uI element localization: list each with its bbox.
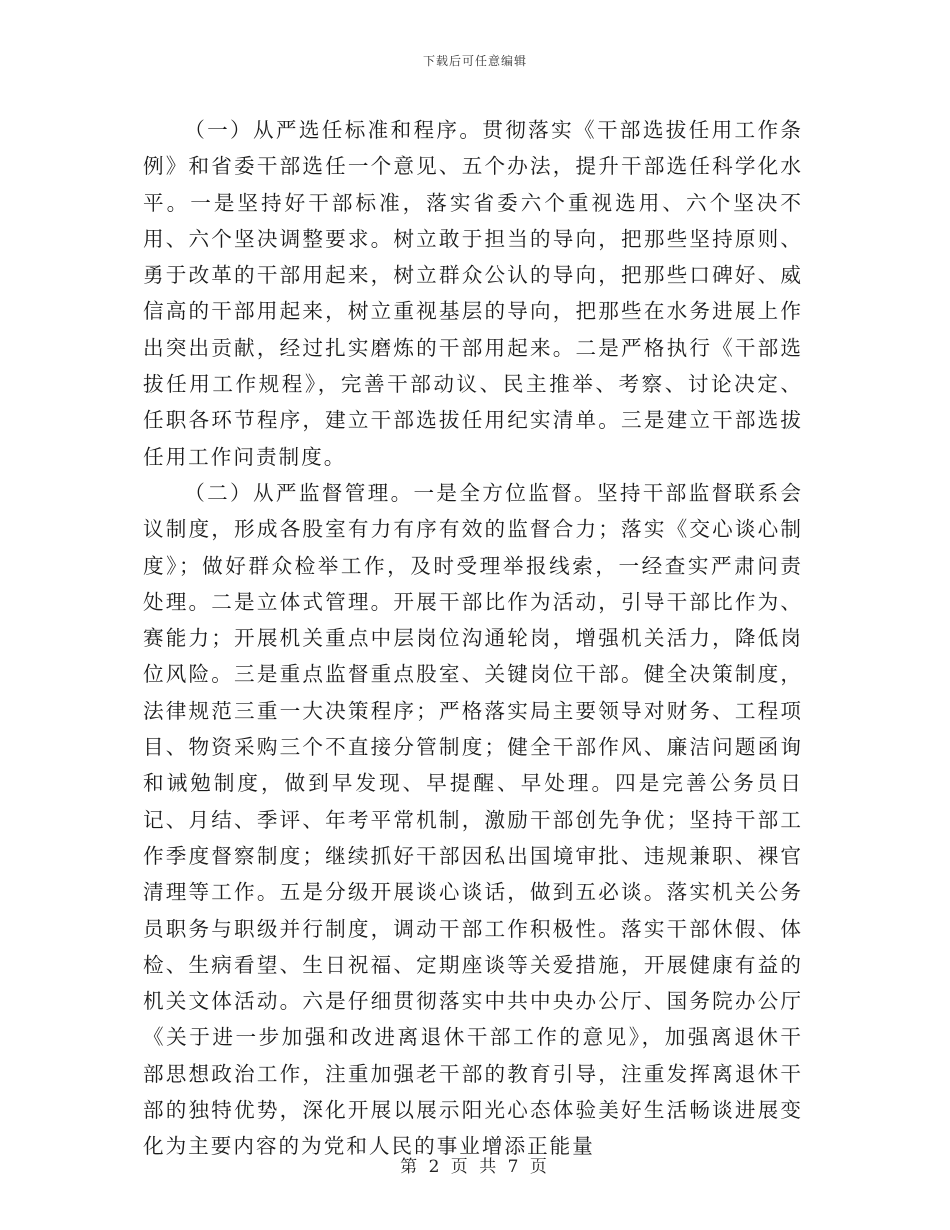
document-body	[143, 112, 803, 1165]
header-note: 下载后可任意编辑	[422, 54, 527, 68]
paragraph-supervision-management: （二）从严监督管理。一是全方位监督。坚持干部监督联系会议制度，形成各股室有力有序有效的监督合力；落实《交心谈心制度》；做好群众检举工作，及时受理举报线索，一经查实严肃问责处理。二是立体式管理。开展干部比作为活动，引导干部比作为、赛能力；开展机关重点中层岗位沟通轮岗，增强机关活力，降低岗位风险。三是重点监督重点股室、关键岗位干部。健全决策制度，法律规范三重一大决策程序；严格落实局主要领导对财务、工程项目、物资采购三个不直接分管制度；健全干部作风、廉洁问题函询和诫勉制度，做到早发现、早提醒、早处理。四是完善公务员日记、月结、季评、年考平常机制，激励干部创先争优；坚持干部工作季度督察制度；继续抓好干部因私出国境审批、违规兼职、裸官清理等工作。五是分级开展谈心谈话，做到五必谈。落实机关公务员职务与职级并行制度，调动干部工作积极性。落实干部休假、体检、生病看望、生日祝福、定期座谈等关爱措施，开展健康有益的机关文体活动。六是仔细贯彻落实中共中央办公厅、国务院办公厅《关于进一步加强和改进离退休干部工作的意见》，加强离退休干部思想政治工作，注重加强老干部的教育引导，注重发挥离退休干部的独特优势，深化开展以展示阳光心态体验美好生活畅谈进展变化为主要内容的为党和人民的事业增添正能量	[143, 480, 803, 1159]
page-number: 第 2 页 共 7 页	[400, 1157, 550, 1177]
paragraph-selection-standards: （一）从严选任标准和程序。贯彻落实《干部选拔任用工作条例》和省委干部选任一个意见、五个办法，提升干部选任科学化水平。一是坚持好干部标准，落实省委六个重视选用、六个坚决不用、六个坚决调整要求。树立敢于担当的导向，把那些坚持原则、勇于改革的干部用起来，树立群众公认的导向，把那些口碑好、威信高的干部用起来，树立重视基层的导向，把那些在水务进展上作出突出贡献，经过扎实磨炼的干部用起来。二是严格执行《干部选拔任用工作规程》，完善干部动议、民主推举、考察、讨论决定、任职各环节程序，建立干部选拔任用纪实清单。三是建立干部选拔任用工作问责制度。	[143, 118, 803, 469]
